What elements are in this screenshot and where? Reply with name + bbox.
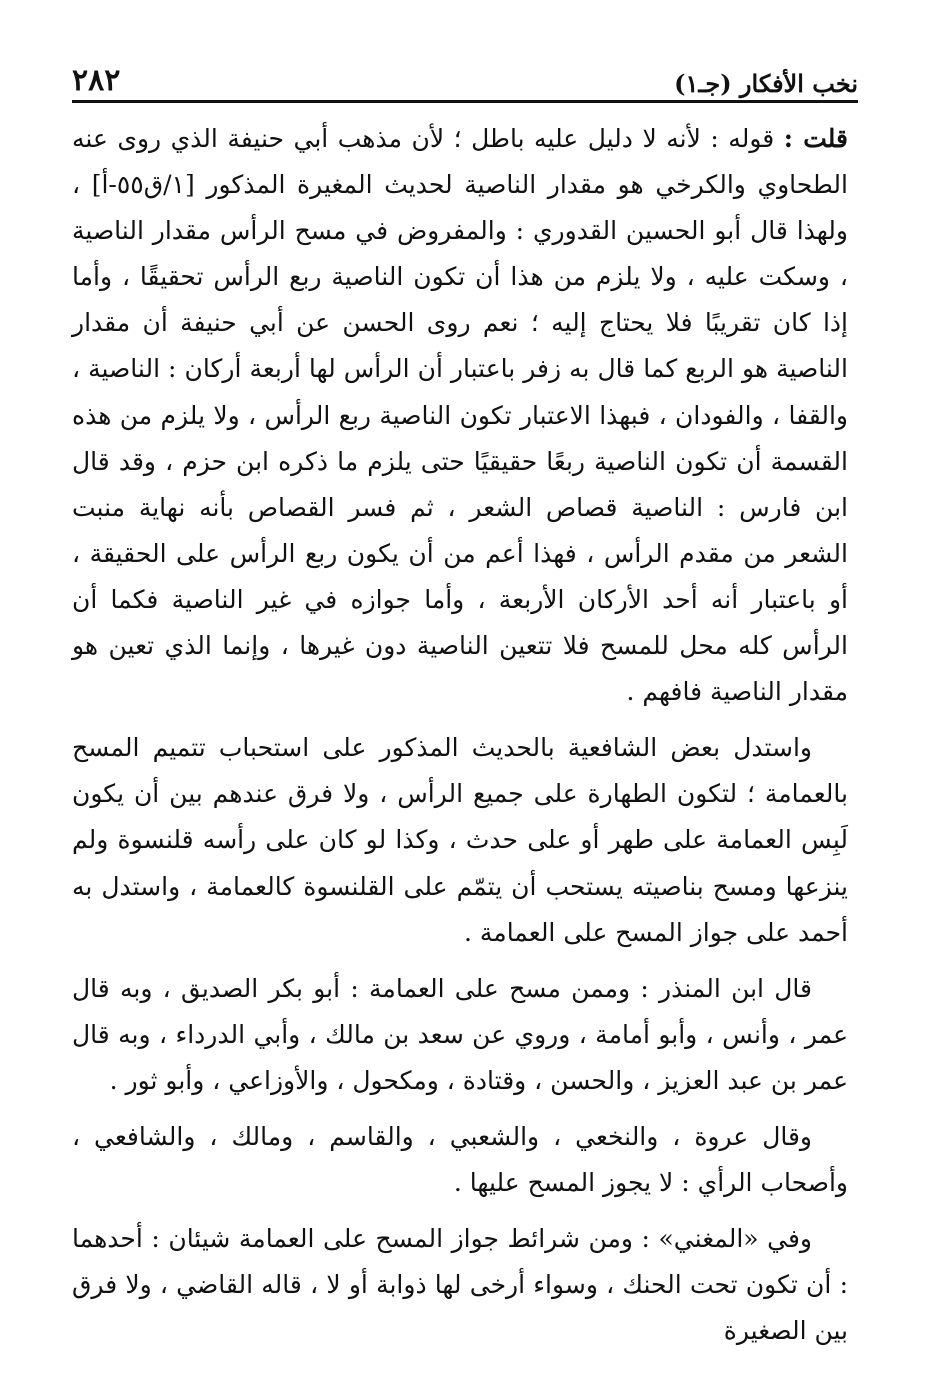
paragraph-text: قال ابن المنذر : وممن مسح على العمامة : أبو بكر الصديق ، وبه قال عمر ، وأنس ، وأبو أمامة ، وروي عن سعد بن مالك ، وأبي الدرداء ، وبه قال عمر بن عبد العزيز ، والحسن ، وقتادة ، ومكحول ، والأوزاعي ، وأبو ثور . <box>72 973 848 1095</box>
paragraph-4 <box>72 1114 848 1206</box>
page-body <box>72 116 848 1364</box>
paragraph-text: قوله : لأنه لا دليل عليه باطل ؛ لأن مذهب أبي حنيفة الذي روى عنه الطحاوي والكرخي هو مقدار الناصية لحديث المغيرة المذكور [١/ق٥٥-أ] ، ولهذا قال أبو الحسين القدوري : والمفروض في مسح الرأس مقدار الناصية ، وسكت عليه ، ولا يلزم من هذا أن تكون الناصية ربع الرأس تحقيقًا ، وأما إذا كان تقريبًا فلا يحتاج إليه ؛ نعم روى الحسن عن أبي حنيفة أن مقدار الناصية هو الربع كما قال به زفر باعتبار أن الرأس لها أربعة أركان : الناصية ، والقفا ، والفودان ، فبهذا الاعتبار تكون الناصية ربع الرأس ، ولا يلزم من هذه القسمة أن تكون الناصية ربعًا حقيقيًا حتى يلزم ما ذكره ابن حزم ، وقد قال ابن فارس : الناصية قصاص الشعر ، ثم فسر القصاص بأنه نهاية منبت الشعر من مقدم الرأس ، فهذا أعم من أن يكون ربع الرأس على الحقيقة ، أو باعتبار أنه أحد الأركان الأربعة ، وأما جوازه في غير الناصية فكما أن الرأس كله محل للمسح فلا تتعين الناصية دون غيرها ، وإنما الذي تعين هو مقدار الناصية فافهم . <box>72 124 848 707</box>
header-rule <box>72 100 858 103</box>
page-number: ٢٨٢ <box>72 63 121 98</box>
paragraph-3 <box>72 966 848 1104</box>
paragraph-5 <box>72 1216 848 1354</box>
paragraph-text: وفي «المغني» : ومن شرائط جواز المسح على العمامة شيئان : أحدهما : أن تكون تحت الحنك ، وسواء أرخى لها ذوابة أو لا ، قاله القاضي ، ولا فرق بين الصغيرة <box>72 1224 848 1346</box>
paragraph-1 <box>72 116 848 715</box>
paragraph-lead: قلت : <box>783 124 848 153</box>
page-header <box>72 52 858 96</box>
paragraph-text: واستدل بعض الشافعية بالحديث المذكور على استحباب تتميم المسح بالعمامة ؛ لتكون الطهارة على جميع الرأس ، ولا فرق عندهم بين أن يكون لَبِس العمامة على طهر أو على حدث ، وكذا لو كان على رأسه قلنسوة ولم ينزعها ومسح بناصيته يستحب أن يتمّم على القلنسوة كالعمامة ، واستدل به أحمد على جواز المسح على العمامة . <box>72 733 848 947</box>
running-title: نخب الأفكار (جـ١) <box>674 69 858 98</box>
paragraph-2 <box>72 725 848 955</box>
paragraph-text: وقال عروة ، والنخعي ، والشعبي ، والقاسم ، ومالك ، والشافعي ، وأصحاب الرأي : لا يجوز المسح عليها . <box>72 1121 848 1198</box>
